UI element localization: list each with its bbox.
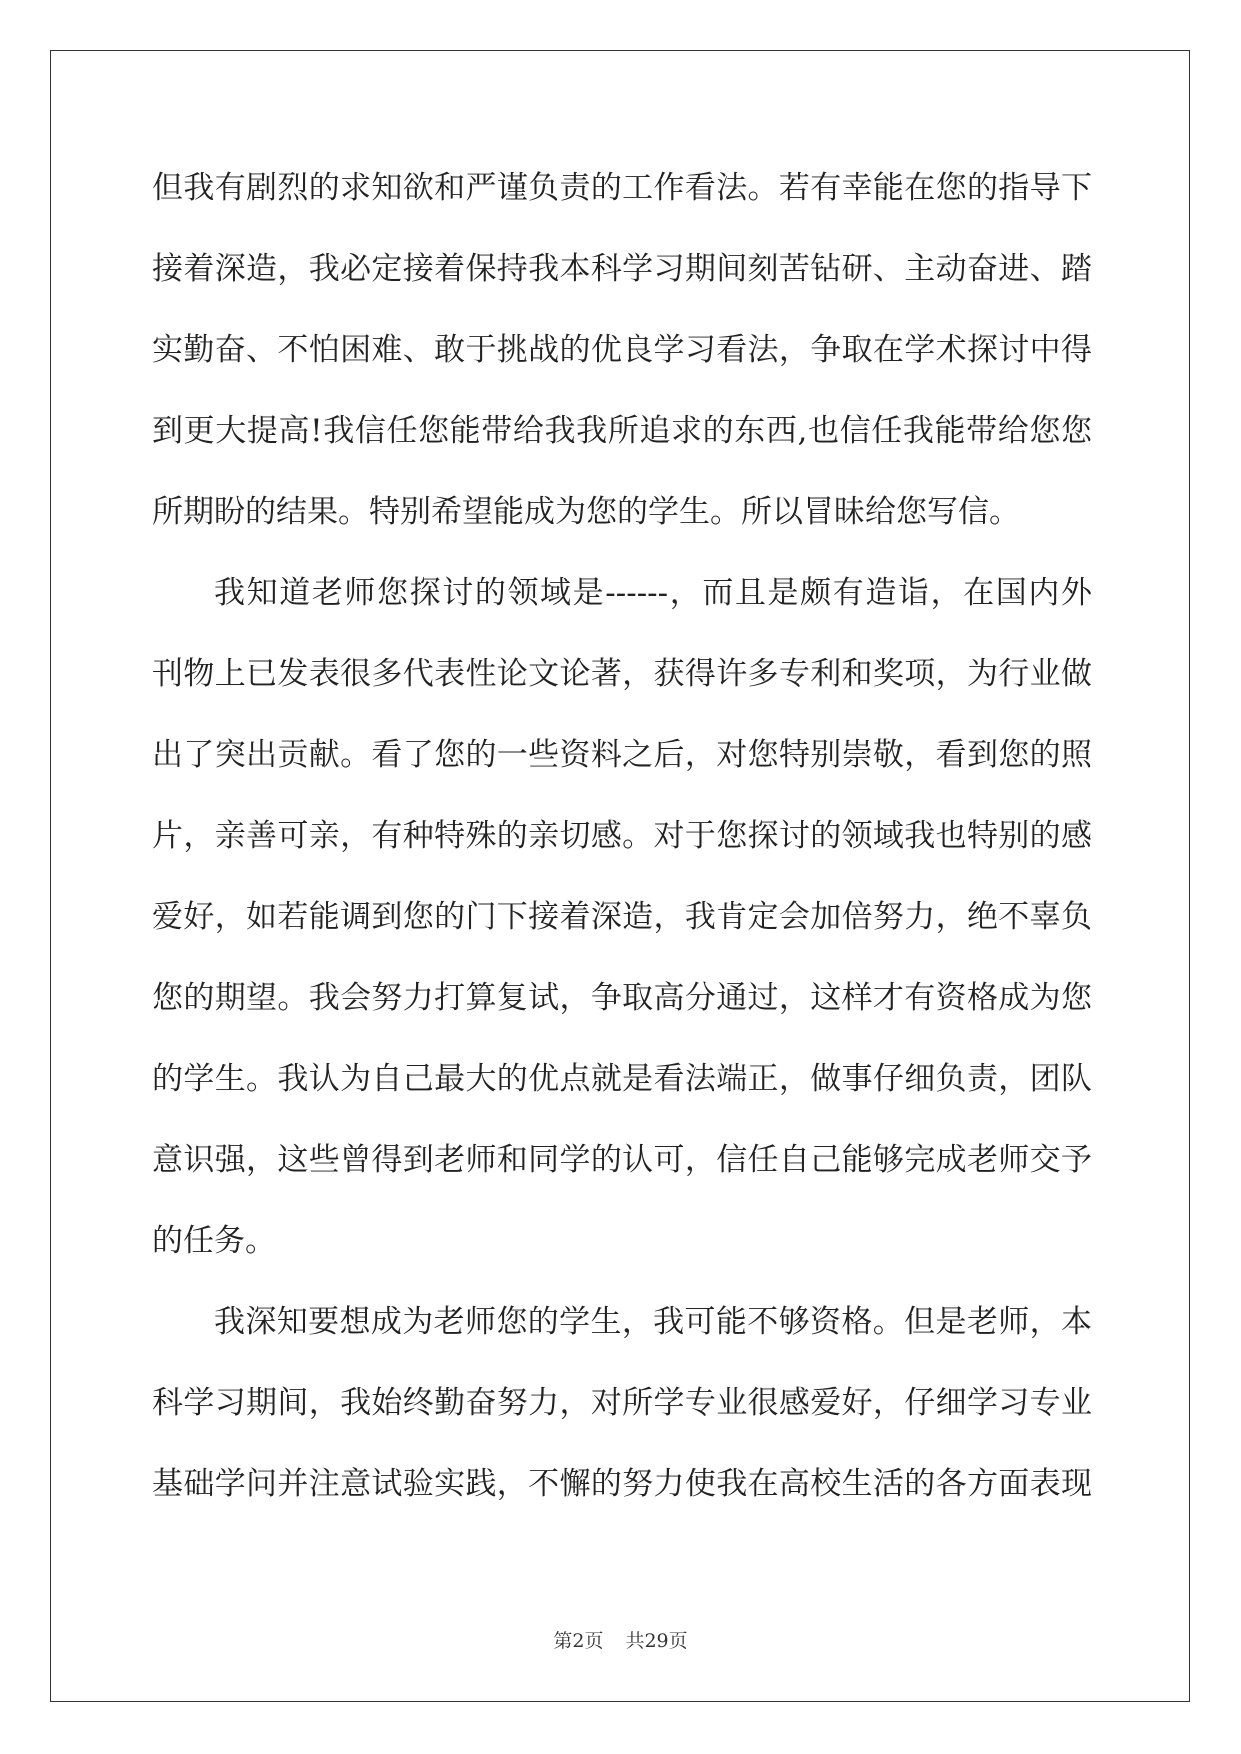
text-line: 接着深造，我必定接着保持我本科学习期间刻苦钻研、主动奋进、踏 xyxy=(152,251,1092,287)
text-line: 基础学问并注意试验实践，不懈的努力使我在高校生活的各方面表现 xyxy=(152,1466,1092,1502)
text-line: 实勤奋、不怕困难、敢于挑战的优良学习看法，争取在学术探讨中得 xyxy=(152,332,1092,368)
page-number-current: 第2页 xyxy=(553,1630,604,1652)
text-line: 爱好，如若能调到您的门下接着深造，我肯定会加倍努力，绝不辜负 xyxy=(152,899,1092,935)
page-footer xyxy=(0,1626,1241,1653)
text-line: 出了突出贡献。看了您的一些资料之后，对您特别崇敬，看到您的照 xyxy=(152,737,1092,773)
text-line: 所期盼的结果。特别希望能成为您的学生。所以冒昧给您写信。 xyxy=(152,494,1020,530)
paragraph-start-line: 我知道老师您探讨的领域是------，而且是颇有造诣，在国内外 xyxy=(214,575,1092,611)
text-line: 科学习期间，我始终勤奋努力，对所学专业很感爱好，仔细学习专业 xyxy=(152,1385,1092,1421)
text-line: 到更大提高!我信任您能带给我我所追求的东西,也信任我能带给您您 xyxy=(152,413,1092,449)
text-line: 意识强，这些曾得到老师和同学的认可，信任自己能够完成老师交予 xyxy=(152,1142,1092,1178)
text-line: 刊物上已发表很多代表性论文论著，获得许多专利和奖项，为行业做 xyxy=(152,656,1092,692)
page-number-total: 共29页 xyxy=(625,1630,688,1652)
text-line: 您的期望。我会努力打算复试，争取高分通过，这样才有资格成为您 xyxy=(152,980,1092,1016)
paragraph-start-line: 我深知要想成为老师您的学生，我可能不够资格。但是老师，本 xyxy=(214,1304,1092,1340)
text-line: 的任务。 xyxy=(152,1223,276,1259)
document-body xyxy=(152,158,1092,1535)
text-line: 但我有剧烈的求知欲和严谨负责的工作看法。若有幸能在您的指导下 xyxy=(152,170,1092,206)
text-line: 的学生。我认为自己最大的优点就是看法端正，做事仔细负责，团队 xyxy=(152,1061,1092,1097)
text-line: 片，亲善可亲，有种特殊的亲切感。对于您探讨的领域我也特别的感 xyxy=(152,818,1092,854)
